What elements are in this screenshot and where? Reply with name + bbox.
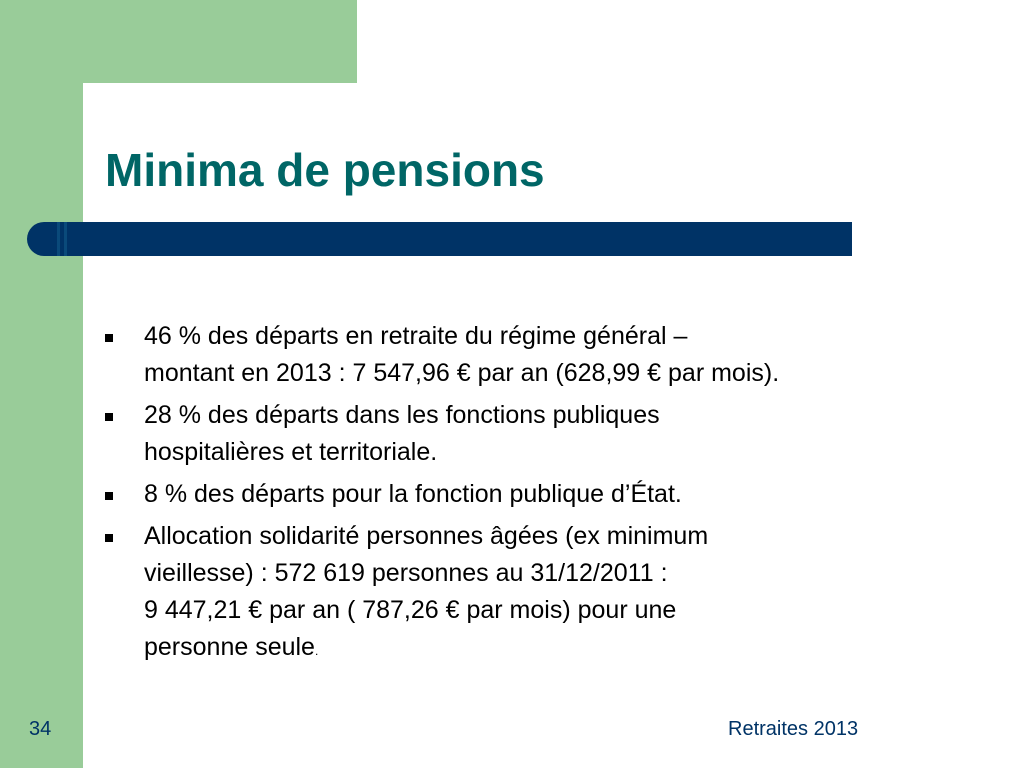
bullet-text: personne seule xyxy=(144,633,315,661)
square-bullet-icon xyxy=(105,334,113,342)
bullet-item xyxy=(105,397,985,471)
bullet-line: 8 % des départs pour la fonction publique d’État. xyxy=(144,480,682,508)
title-underline-bar xyxy=(27,222,852,256)
bullet-line: vieillesse) : 572 619 personnes au 31/12/2011 : xyxy=(144,559,668,587)
bullet-line: 28 % des départs dans les fonctions publiques xyxy=(144,401,660,429)
bullet-item xyxy=(105,518,985,670)
green-left-band xyxy=(0,0,83,768)
trailing-period: . xyxy=(314,644,319,658)
square-bullet-icon xyxy=(105,534,113,542)
title-bar-stripe xyxy=(57,222,60,256)
footer-label: Retraites 2013 xyxy=(728,718,859,740)
slide-number: 34 xyxy=(29,718,52,740)
square-bullet-icon xyxy=(105,413,113,421)
green-top-band xyxy=(0,0,357,83)
bullet-list xyxy=(105,318,985,675)
bullet-line: 9 447,21 € par an ( 787,26 € par mois) pour une xyxy=(144,596,677,624)
title-bar-stripe xyxy=(64,222,67,256)
bullet-item xyxy=(105,318,985,392)
slide-title: Minima de pensions xyxy=(105,144,545,196)
bullet-line: hospitalières et territoriale. xyxy=(144,438,438,466)
bullet-line: Allocation solidarité personnes âgées (ex minimum xyxy=(144,522,709,550)
square-bullet-icon xyxy=(105,492,113,500)
bullet-line-last xyxy=(144,629,985,670)
bullet-line: montant en 2013 : 7 547,96 € par an (628,99 € par mois). xyxy=(144,359,780,387)
bullet-item xyxy=(105,476,985,513)
bullet-line: 46 % des départs en retraite du régime général – xyxy=(144,322,688,350)
